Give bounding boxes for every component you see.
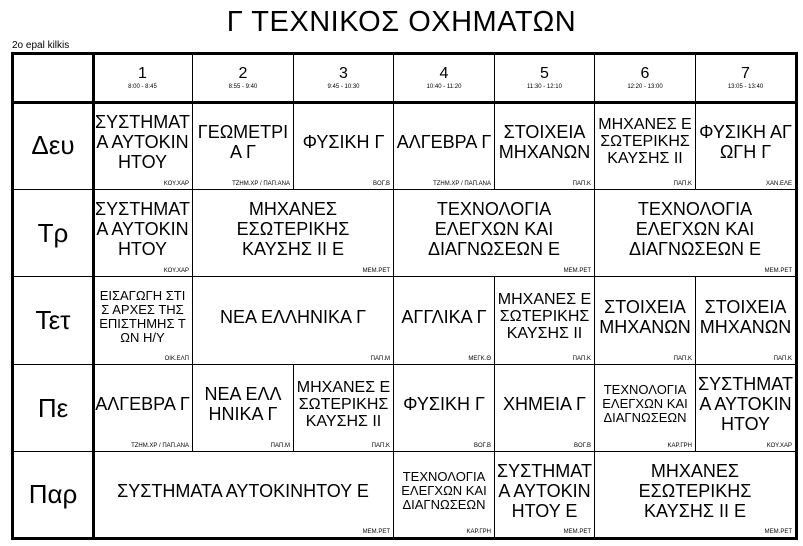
lesson-subject: ΑΛΓΕΒΡΑ Γ bbox=[396, 131, 492, 152]
lesson-cell bbox=[696, 102, 795, 190]
lesson-subject: ΤΕΧΝΟΛΟΓΙΑ ΕΛΕΓΧΩΝ ΚΑΙ ΔΙΑΓΝΩΣΕΩΝ bbox=[401, 468, 487, 512]
period-number: 1 bbox=[138, 65, 147, 82]
lesson-subject: ΣΥΣΤΗΜΑΤΑ ΑΥΤΟΚΙΝΗΤΟΥ bbox=[95, 111, 190, 172]
lesson-cell bbox=[93, 277, 193, 365]
lesson-teacher: ΜΕΜ.ΡΕΤ bbox=[563, 529, 591, 535]
lesson-subject: ΤΕΧΝΟΛΟΓΙΑ ΕΛΕΓΧΩΝ ΚΑΙ ΔΙΑΓΝΩΣΕΩΝ Ε bbox=[629, 199, 761, 259]
lesson-teacher: ΤΖΗΜ.ΧΡ / ΠΑΠ.ΑΝΑ bbox=[131, 443, 189, 449]
day-label-tue: Τρ bbox=[14, 190, 93, 277]
period-time: 13:05 - 13:40 bbox=[727, 84, 764, 90]
lesson-cell bbox=[495, 365, 595, 452]
lesson-cell bbox=[495, 452, 595, 537]
lesson-cell bbox=[394, 190, 595, 277]
lesson-teacher: ΟΙΚ.ΕΛΠ bbox=[164, 356, 189, 362]
period-number: 3 bbox=[339, 65, 348, 82]
lesson-teacher: ΠΑΠ.Κ bbox=[572, 181, 591, 187]
lesson-teacher: ΠΑΠ.Κ bbox=[773, 356, 792, 362]
lesson-cell bbox=[595, 102, 696, 190]
day-label-mon: Δευ bbox=[14, 102, 93, 190]
lesson-teacher: ΚΑΡ.ΓΡΗ bbox=[667, 443, 692, 449]
period-time: 8:00 - 8:45 bbox=[128, 84, 157, 90]
period-time: 12:20 - 13:00 bbox=[627, 84, 663, 90]
lesson-teacher: ΜΕΜ.ΡΕΤ bbox=[563, 268, 591, 274]
lesson-subject: ΣΥΣΤΗΜΑΤΑ ΑΥΤΟΚΙΝΗΤΟΥ bbox=[698, 374, 793, 434]
lesson-teacher: ΜΕΜ.ΡΕΤ bbox=[764, 268, 792, 274]
lesson-teacher: ΜΕΜ.ΡΕΤ bbox=[362, 268, 390, 274]
lesson-teacher: ΜΕΜ.ΡΕΤ bbox=[362, 529, 390, 535]
lesson-teacher: ΤΖΗΜ.ΧΡ / ΠΑΠ.ΑΝΑ bbox=[232, 181, 290, 187]
lesson-teacher: ΜΕΓΚ.Θ bbox=[468, 356, 491, 362]
lesson-subject: ΑΓΓΛΙΚΑ Γ bbox=[401, 306, 487, 327]
lesson-subject: ΜΗΧΑΝΕΣ ΕΣΩΤΕΡΙΚΗΣ ΚΑΥΣΗΣ ΙΙ bbox=[598, 116, 692, 167]
lesson-subject: ΦΥΣΙΚΗ ΑΓΩΓΗ Γ bbox=[699, 121, 792, 162]
lesson-subject: ΑΛΓΕΒΡΑ Γ bbox=[95, 394, 190, 414]
lesson-cell bbox=[193, 277, 394, 365]
lesson-cell bbox=[394, 277, 495, 365]
lesson-subject: ΣΤΟΙΧΕΙΑ ΜΗΧΑΝΩΝ bbox=[498, 121, 591, 162]
lesson-teacher: ΤΖΗΜ.ΧΡ / ΠΑΠ.ΑΝΑ bbox=[433, 181, 491, 187]
period-time: 11:30 - 12:10 bbox=[527, 84, 562, 90]
period-header-6 bbox=[595, 55, 696, 102]
lesson-cell bbox=[495, 277, 595, 365]
period-time: 10:40 - 11:20 bbox=[426, 84, 462, 90]
lesson-subject: ΝΕΑ ΕΛΛΗΝΙΚΑ Γ bbox=[204, 384, 282, 424]
lesson-teacher: ΚΑΡ.ΓΡΗ bbox=[466, 529, 491, 535]
school-name: 2o epal kilkis bbox=[12, 40, 70, 51]
period-time: 8:55 - 9:40 bbox=[228, 84, 258, 90]
lesson-teacher: ΠΑΠ.Κ bbox=[572, 356, 591, 362]
lesson-subject: ΜΗΧΑΝΕΣ ΕΣΩΤΕΡΙΚΗΣ ΚΑΥΣΗΣ ΙΙ Ε bbox=[236, 199, 350, 259]
lesson-teacher: ΠΑΠ.Κ bbox=[371, 443, 390, 449]
lesson-cell bbox=[193, 365, 294, 452]
lesson-teacher: ΒΟΓ.Β bbox=[474, 443, 491, 449]
period-header-3 bbox=[294, 55, 394, 102]
lesson-teacher: ΧΑΝ.ΕΛΕ bbox=[765, 181, 792, 187]
period-header-1 bbox=[93, 55, 193, 102]
lesson-cell bbox=[93, 102, 193, 190]
period-number: 7 bbox=[741, 65, 750, 82]
timetable-grid bbox=[11, 52, 798, 540]
period-header-4 bbox=[394, 55, 495, 102]
lesson-cell bbox=[696, 277, 795, 365]
day-column-divider bbox=[92, 55, 95, 537]
day-label-thu: Πε bbox=[14, 365, 93, 452]
day-label-fri: Παρ bbox=[14, 452, 93, 537]
lesson-cell bbox=[595, 190, 795, 277]
lesson-subject: ΣΥΣΤΗΜΑΤΑ ΑΥΤΟΚΙΝΗΤΟΥ Ε bbox=[497, 460, 592, 521]
lesson-teacher: ΠΑΠ.Κ bbox=[673, 356, 692, 362]
lesson-subject: ΧΗΜΕΙΑ Γ bbox=[503, 394, 586, 414]
period-number: 2 bbox=[238, 65, 248, 82]
day-label-wed: Τετ bbox=[14, 277, 93, 365]
lesson-cell bbox=[394, 452, 495, 537]
lesson-cell bbox=[93, 190, 193, 277]
lesson-subject: ΜΗΧΑΝΕΣ ΕΣΩΤΕΡΙΚΗΣ ΚΑΥΣΗΣ ΙΙ bbox=[497, 291, 592, 342]
lesson-teacher: ΠΑΠ.Μ bbox=[270, 443, 290, 449]
header-row-divider bbox=[14, 101, 795, 104]
period-header-2 bbox=[193, 55, 294, 102]
lesson-cell bbox=[294, 365, 394, 452]
lesson-teacher: ΚΟΥ.ΧΑΡ bbox=[163, 268, 189, 274]
lesson-cell bbox=[193, 190, 394, 277]
lesson-subject: ΤΕΧΝΟΛΟΓΙΑ ΕΛΕΓΧΩΝ ΚΑΙ ΔΙΑΓΝΩΣΕΩΝ Ε bbox=[428, 199, 560, 259]
lesson-cell bbox=[595, 277, 696, 365]
lesson-cell bbox=[495, 102, 595, 190]
lesson-subject: ΝΕΑ ΕΛΛΗΝΙΚΑ Γ bbox=[219, 306, 366, 327]
lesson-subject: ΤΕΧΝΟΛΟΓΙΑ ΕΛΕΓΧΩΝ ΚΑΙ ΔΙΑΓΝΩΣΕΩΝ bbox=[602, 382, 688, 425]
period-header-7 bbox=[696, 55, 795, 102]
timetable-title: Γ ΤΕΧΝΙΚΟΣ ΟΧΗΜΑΤΩΝ bbox=[226, 6, 577, 38]
lesson-cell bbox=[394, 102, 495, 190]
period-number: 4 bbox=[439, 65, 449, 82]
lesson-teacher: ΜΕΜ.ΡΕΤ bbox=[764, 529, 792, 535]
period-number: 6 bbox=[640, 65, 650, 82]
lesson-cell bbox=[93, 452, 394, 537]
lesson-subject: ΣΤΟΙΧΕΙΑ ΜΗΧΑΝΩΝ bbox=[699, 296, 792, 337]
lesson-subject: ΦΥΣΙΚΗ Γ bbox=[403, 394, 485, 414]
lesson-cell bbox=[93, 365, 193, 452]
lesson-teacher: ΒΟΓ.Β bbox=[574, 443, 591, 449]
lesson-teacher: ΒΟΓ.Β bbox=[373, 181, 390, 187]
lesson-subject: ΜΗΧΑΝΕΣ ΕΣΩΤΕΡΙΚΗΣ ΚΑΥΣΗΣ ΙΙ bbox=[296, 378, 391, 430]
lesson-cell bbox=[294, 102, 394, 190]
lesson-teacher: ΠΑΠ.Κ bbox=[673, 181, 692, 187]
lesson-cell bbox=[394, 365, 495, 452]
lesson-subject: ΣΥΣΤΗΜΑΤΑ ΑΥΤΟΚΙΝΗΤΟΥ Ε bbox=[117, 480, 369, 501]
period-number: 5 bbox=[540, 65, 549, 82]
lesson-subject: ΦΥΣΙΚΗ Γ bbox=[302, 131, 385, 152]
lesson-cell bbox=[595, 452, 795, 537]
lesson-subject: ΣΥΣΤΗΜΑΤΑ ΑΥΤΟΚΙΝΗΤΟΥ bbox=[95, 199, 190, 259]
lesson-subject: ΣΤΟΙΧΕΙΑ ΜΗΧΑΝΩΝ bbox=[599, 296, 691, 337]
lesson-cell bbox=[696, 365, 795, 452]
lesson-subject: ΓΕΩΜΕΤΡΙΑ Γ bbox=[197, 121, 289, 162]
lesson-subject: ΕΙΣΑΓΩΓΗ ΣΤΙΣ ΑΡΧΕΣ ΤΗΣ ΕΠΙΣΤΗΜΗΣ ΤΩΝ Η/Υ bbox=[99, 287, 186, 345]
lesson-teacher: ΠΑΠ.Μ bbox=[370, 356, 390, 362]
lesson-teacher: ΚΟΥ.ΧΑΡ bbox=[163, 181, 189, 187]
period-time: 9:45 - 10:30 bbox=[327, 84, 360, 90]
lesson-cell bbox=[595, 365, 696, 452]
lesson-cell bbox=[193, 102, 294, 190]
period-header-5 bbox=[495, 55, 595, 102]
lesson-subject: ΜΗΧΑΝΕΣ ΕΣΩΤΕΡΙΚΗΣ ΚΑΥΣΗΣ ΙΙ Ε bbox=[638, 460, 752, 521]
corner-cell bbox=[14, 55, 93, 102]
lesson-teacher: ΚΟΥ.ΧΑΡ bbox=[766, 443, 792, 449]
